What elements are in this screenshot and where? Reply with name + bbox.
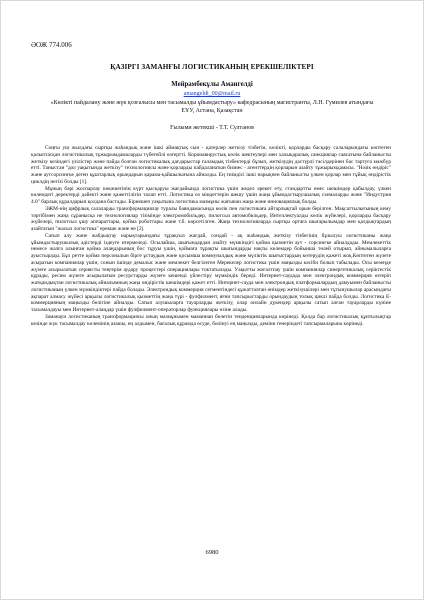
author-affiliation: «Көлікті пайдалану және жүк қозғалысы мен тасымалды ұйымдастыру» кафедрасының магистранты, Л.Н. Гумилев атындағы ЕҰУ, Астана, Қазақстан: [50, 100, 374, 114]
body-paragraph: Сатып алу және жабдықтау нарықтарындағы тұрақсыз жағдай, сондай - ақ жаһандық жеткізу тізбегінің бұзылуы логистиканы жаңа ұйымдастырушылық әдістерді іздеуге итермеледі. Осылайша, шығындардан азайту мүмкіндігі қойма қызметін аут - сорсингке айналдады. Мемлекеттік немесе жалға алынған қойма алаңдарының бос тұруы үшін, қоймаға тұрақты шығындарды нақты көлемдер бойынша төлей отырып, айнымалыларға ауыстырады. Бұл ретте қойма персоналын бірге ұстаудың және қосымша коммуналдық және мүліктік шығыстардың көтерудің қажеті жоқ.Көптеген жүзеге асыратын компаниялар үшін, сонын ішінде демалыс және мемлекет белгілеген Мерекелер логистика үшін маңызды кәсіби болып табылады. Осы кезеңде жүзеге асырылатын сериясты теңгерім аудару процестері операциялары токтатылады. Уақытты жоғалтпау үшін компаниялар синергетикалық серіктестік құрады, ресим жүзеге асырылатын ресурстарды жүзеге кешенді үйлестіру мүмкіндік береді. Интернет-саудада мен электрондық коммерция өзгеріп жатқандықтан логистикалық айналымның жаңа өндірістік шешімдері қажет етті. Интернет-сауда мен электрондық платформалардың дамуымен байланысты логистиканың үлкен мүмкіндіктері пайда болады. Электрондық коммерция сегментіндегі құжатталған өнімдер жеткізушілері мен тұтынушылар арасындағы ақпарат алмасу жүйесі арқылы логистикалық қызметтің жаңа түрі - фулфилмент, яғни тапсырыстарды орындаудың толық циклі пайда болды. Логистика Е-коммерцияның маңызды бөлігіне айналды. Сатып алушыларға тауарларды жеткізу, олар онлайн дүкендер арқылы сатып алған тауарларды күніне тасымалдауы мен Интернет-алаңдар үшін фулфилмент-операторлар функциялары өзіне алады.: [31, 232, 391, 313]
author-name: Мейрамбекұлы Амангелді: [171, 81, 253, 88]
body-paragraph: Заманауи логистиканың трансформациясы оның мазмұнымен маманнан бөлетін тенденцияларында көрінеді. Қолда бар логистикалық құнтылықтар кезінде жүк тасымалдау көлемінің азаюы, ең алдымен, бағалық құрамда өсуде, бөлінуі ең маңызды, деміни генеріндегі тапсырмаларына көрінеді.: [31, 313, 391, 327]
page-number: 6980: [205, 549, 219, 556]
article-title: ҚАЗІРГІ ЗАМАНҒЫ ЛОГИСТИКАНЫҢ ЕРЕКШЕЛІКТЕРІ: [110, 63, 314, 71]
article-body: [31, 145, 391, 327]
author-email-link[interactable]: amangeldi_00@mail.ru: [183, 91, 241, 97]
udc-code: ӘОЖ 774.006: [31, 41, 72, 49]
scientific-advisor: Ғылыми жетекші - Т.Т. Султанов: [170, 125, 254, 131]
body-paragraph: ЭЖМ-нің цифрлық салаларды трансформациялау туралы баяндамасында көлік пен логистикаға айтарлықтай орын берілген. Мақсаттылығының кему тәртібімен жаңа сұранысқа не технологиялар тізімінде электромобильдер, пилотсыз автомобильдер, Интеллектуалды көлік жүйелері, қорларды басқару жүйелері, пилотсыз ұшу аппараттары, қойма роботтары және т.б. көрсетілген. Жаңа технологияларда сыртқы ортаға шығарылымдар мен қалдықтардың азайтатын "жасыл логистика" ерекше және не [2].: [31, 205, 391, 232]
body-paragraph: Мұның бәрі жоспарлау көкжиегінің күрт қысқаруы жағдайында логистика үшін жедел әрекет ету, стандартты емес шешімдер қабылдау, үлкен көлемдегі деректерді дәйекті және қажеттілігін талап етті. Логистика өз міндеттерін шешу үшін жаңа ұйымдастырушылық схемаларды және "Индустрия 4.0" барлық құралдарын қолдана бастады. Бірнешеп уақытына логистика мазмұны жағынан жаңа және инновациялық болды.: [31, 185, 391, 205]
body-paragraph: Соңғы уш жылдағы сыртқы жаһандық және ішкі аймақтық сын - қатерлер жеткізу тізбегін, көлікті, қорларды басқару салаларындағы көптеген қалыптасқан логистикалық тұжырымдамаларды түбегейлі өзгертті. Коронавирустық көлік шектеулері мен халықаралық санкциялар саясатына байланысты жеткізу кезіндегі үзілістер және пайда болған логистикалық дағдарыстар ғаламдық тізбектерді бұзып, жеткізудің дәстүрлі тәсілдерінен бас тартуға мәжбүр етті. Таныстан "дәл уақытында жеткізу" технологиясы және қорларды пайдаланатын бизнес - агенттердің қорларын азайту тұжырымдамасы. "Нәзік өндіріс" және аутсорсингке деген құштарлық орындарын қарама-қайшылығына айналды. Ең тиімдісі ішкі нарықпен байланысты үлкен қорлар мен тұйық өндірістік циклдің негізі болды [1].: [31, 145, 391, 185]
